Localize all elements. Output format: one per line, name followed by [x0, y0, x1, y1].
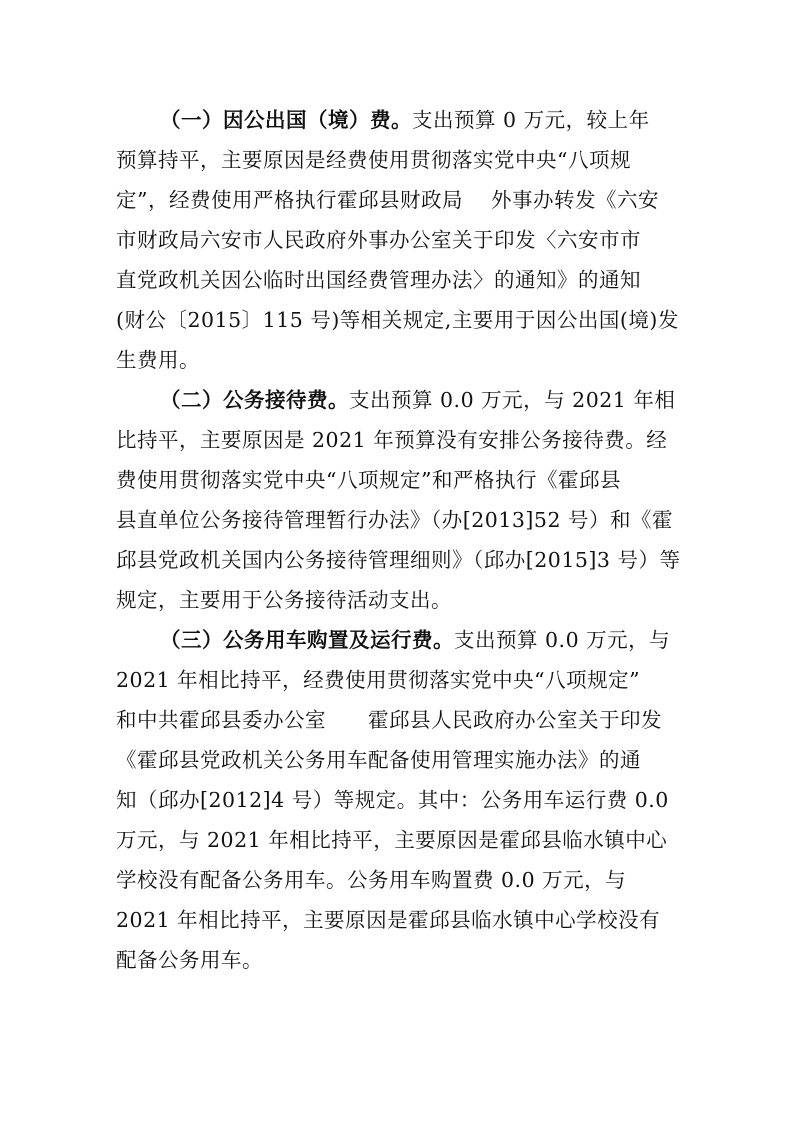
paragraph-line: 知（邱办[2012]4 号）等规定。其中：公务用车运行费 0.0: [116, 788, 669, 812]
section-heading: （三）公务用车购置及运行费。: [160, 628, 454, 652]
line-text: 支出预算 0.0 万元，与: [454, 628, 671, 652]
paragraph-line: [160, 380, 676, 420]
paragraph-line: 生费用。: [116, 348, 200, 372]
paragraph-line: 学校没有配备公务用车。公务用车购置费 0.0 万元，与: [116, 868, 627, 892]
line-text: 支出预算 0 万元，较上年: [412, 108, 650, 132]
paragraph-line: 规定，主要用于公务接待活动支出。: [116, 588, 452, 612]
paragraph-line: (财公〔2015〕115 号)等相关规定,主要用于因公出国(境)发: [116, 308, 679, 332]
section-heading: （二）公务接待费。: [160, 388, 349, 412]
paragraph-line: 预算持平，主要原因是经费使用贯彻落实党中央“八项规: [116, 148, 631, 172]
paragraph-line: 万元，与 2021 年相比持平，主要原因是霍邱县临水镇中心: [116, 828, 668, 852]
paragraph-line: 2021 年相比持平，经费使用贯彻落实党中央“八项规定”: [116, 668, 641, 692]
section-heading: （一）因公出国（境）费。: [160, 108, 412, 132]
paragraph-line: 费使用贯彻落实党中央“八项规定”和严格执行《霍邱县: [116, 468, 621, 492]
paragraph-line: [160, 100, 676, 140]
paragraph-line: 直党政机关因公临时出国经费管理办法〉的通知》的通知: [116, 268, 641, 292]
paragraph-line: 邱县党政机关国内公务接待管理细则》（邱办[2015]3 号）等: [116, 548, 681, 572]
paragraph-line: 2021 年相比持平，主要原因是霍邱县临水镇中心学校没有: [116, 908, 661, 932]
paragraph-line: 市财政局六安市人民政府外事办公室关于印发〈六安市市: [116, 228, 641, 252]
line-text: 支出预算 0.0 万元，与 2021 年相: [349, 388, 676, 412]
paragraph-line: 比持平，主要原因是 2021 年预算没有安排公务接待费。经: [116, 428, 668, 452]
paragraph-line: 配备公务用车。: [116, 948, 263, 972]
paragraph-line: [160, 620, 676, 660]
paragraph-line: 和中共霍邱县委办公室 霍邱县人民政府办公室关于印发: [116, 708, 662, 732]
paragraph-line: 《霍邱县党政机关公务用车配备使用管理实施办法》的通: [116, 748, 641, 772]
paragraph-line: 县直单位公务接待管理暂行办法》（办[2013]52 号）和《霍: [116, 508, 674, 532]
paragraph-line: 定”，经费使用严格执行霍邱县财政局 外事办转发《六安: [116, 188, 659, 212]
